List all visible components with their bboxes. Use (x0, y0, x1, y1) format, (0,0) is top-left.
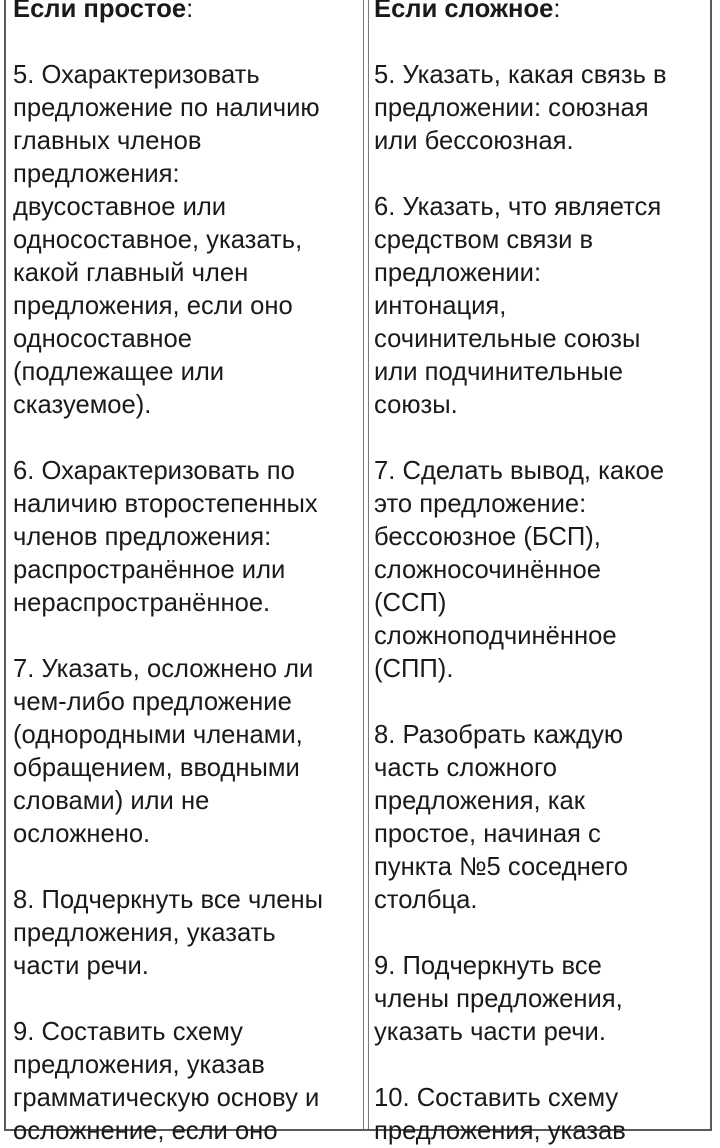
step-5-complex: 5. Указать, какая связь в предложении: союзная или бессоюзная. (374, 61, 667, 155)
instructions-table (4, 0, 712, 1145)
step-6-complex: 6. Указать, что является средством связи в предложении: интонация, сочинительные союзы или подчинительные союзы. (374, 193, 662, 419)
step-8-complex: 8. Разобрать каждую часть сложного предложения, как простое, начиная с пункта №5 соседнего столбца. (374, 721, 628, 914)
column-heading-complex: Если сложное: (374, 0, 561, 23)
step-9-simple: 9. Составить схему предложения, указав грамматическую основу и осложнение, если оно (13, 1018, 320, 1145)
step-8-simple: 8. Подчеркнуть все члены предложения, указать части речи. (13, 886, 324, 980)
step-10-complex: 10. Составить схему предложения, указав (374, 1084, 626, 1145)
column-heading-simple: Если простое: (13, 0, 194, 23)
step-5-simple: 5. Охарактеризовать предложение по наличию главных членов предложения: двусоставное или односоставное, указать, какой главный член предложения, если оно односоставное (подлежащее или сказуемое). (13, 61, 320, 419)
step-9-complex: 9. Подчеркнуть все члены предложения, указать части речи. (374, 952, 623, 1046)
step-7-simple: 7. Указать, осложнено ли чем-либо предложение (однородными членами, обращением, вводными словами) или не осложнено. (13, 655, 314, 848)
simple-sentence-column (6, 0, 364, 1145)
complex-sentence-column (369, 0, 710, 1145)
step-6-simple: 6. Охарактеризовать по наличию второстепенных членов предложения: распространённое или нераспространённое. (13, 457, 318, 617)
step-7-complex: 7. Сделать вывод, какое это предложение: бессоюзное (БСП), сложносочинённое (ССП) сложноподчинённое (СПП). (374, 457, 665, 683)
